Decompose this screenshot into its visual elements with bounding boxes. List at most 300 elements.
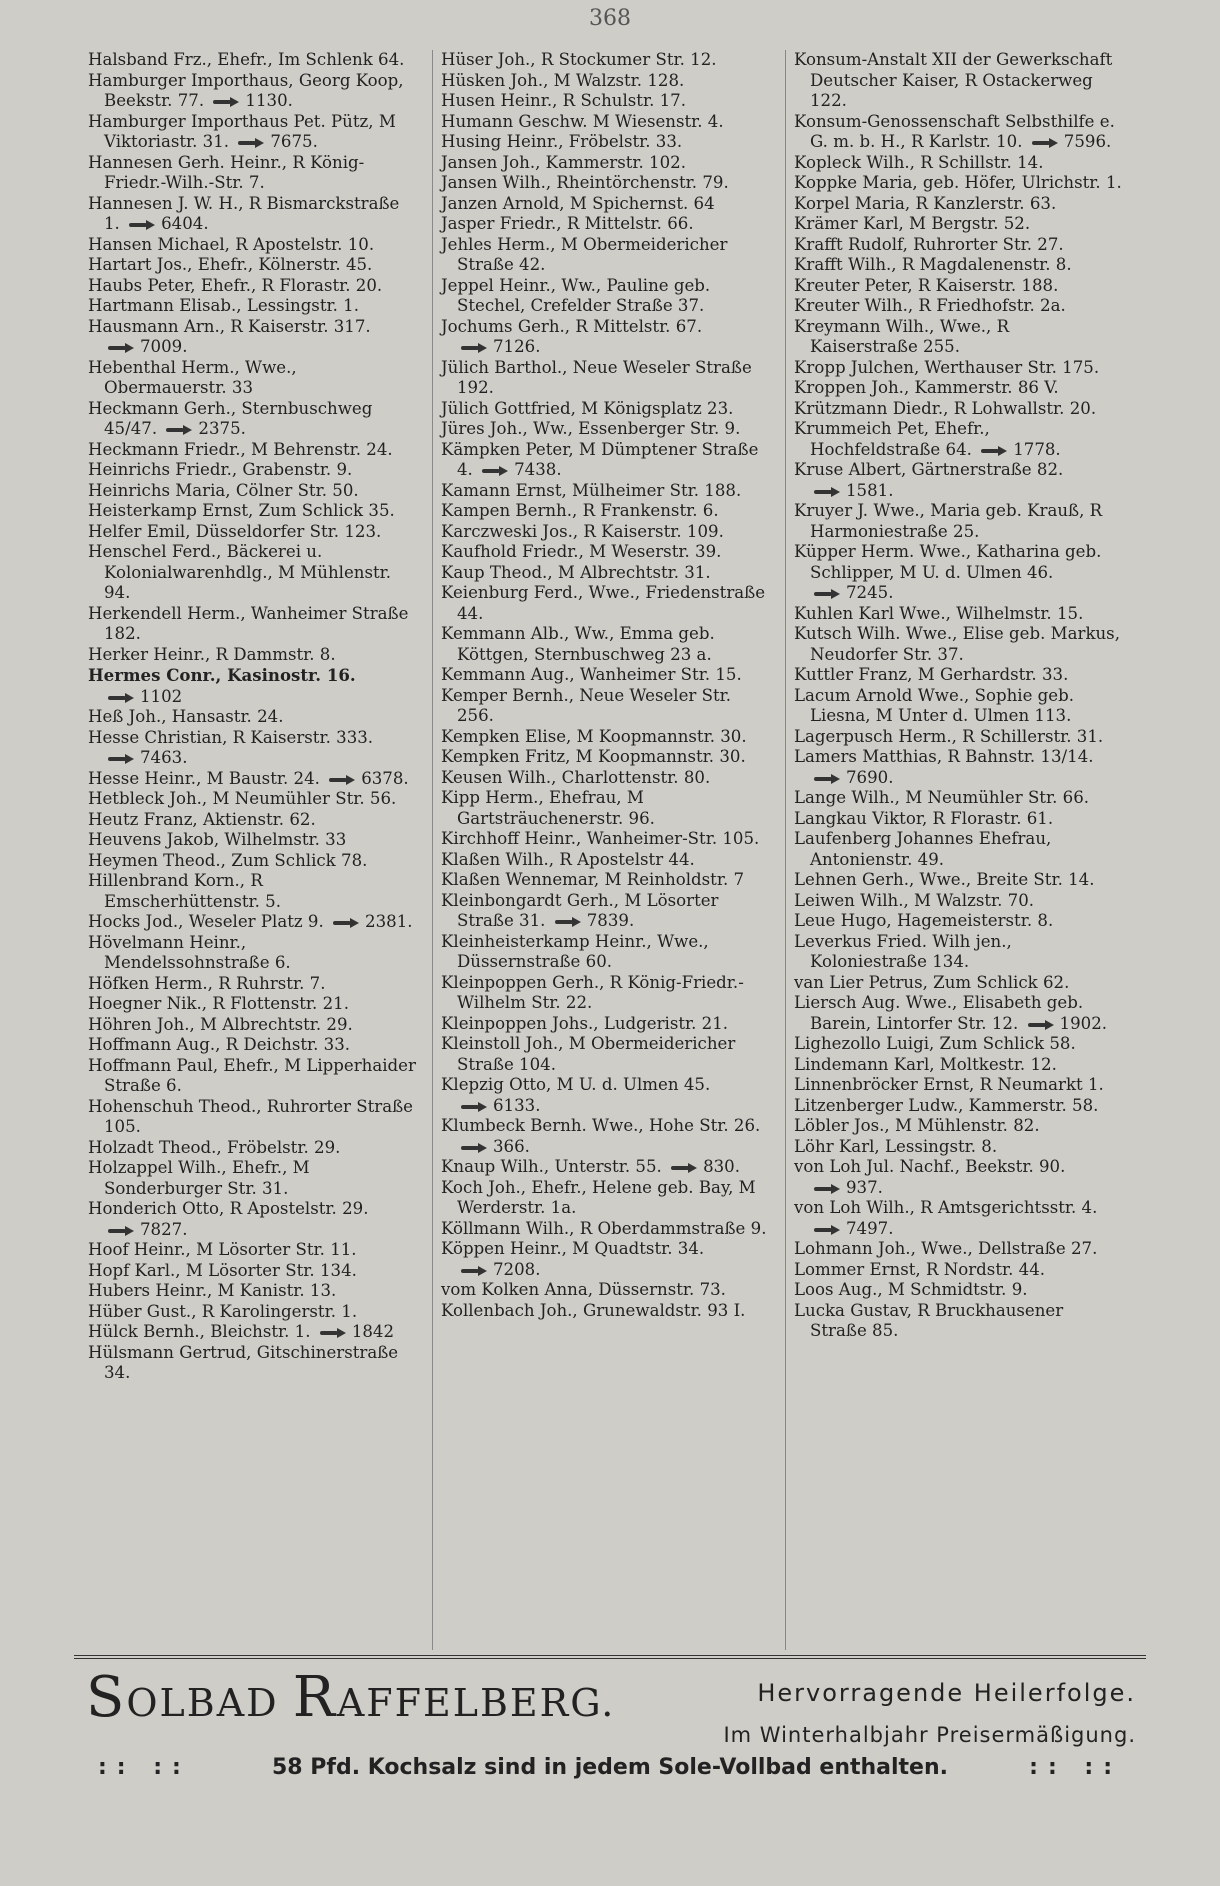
entry-text: Hohenschuh Theod., Ruhrorter Straße 105. bbox=[88, 1096, 413, 1136]
phone-number: 7009. bbox=[140, 337, 188, 356]
entry-phone bbox=[157, 419, 246, 438]
directory-entry bbox=[441, 235, 769, 276]
entry-text: Kropp Julchen, Werthauser Str. 175. bbox=[794, 357, 1100, 377]
directory-entry bbox=[88, 235, 416, 256]
entry-phone bbox=[320, 769, 409, 788]
entry-text: Hansen Michael, R Apostelstr. 10. bbox=[88, 234, 375, 254]
entry-phone bbox=[457, 1260, 541, 1279]
directory-entry bbox=[88, 1097, 416, 1138]
directory-entry bbox=[794, 1198, 1122, 1239]
entry-text: Klumbeck Bernh. Wwe., Hohe Str. 26. bbox=[441, 1116, 761, 1135]
directory-entry bbox=[88, 789, 416, 810]
entry-text: Kemmann Alb., Ww., Emma geb. Köttgen, Sternbuschweg 23 a. bbox=[441, 624, 715, 664]
directory-entry bbox=[441, 1280, 769, 1301]
entry-text: Kleinbongardt Gerh., M Lösorter Straße 31. bbox=[441, 890, 719, 930]
entry-text: Heckmann Friedr., M Behrenstr. 24. bbox=[88, 439, 393, 459]
phone-number: 1581. bbox=[846, 480, 894, 500]
phone-number: 366. bbox=[493, 1136, 530, 1156]
directory-entry bbox=[794, 1280, 1122, 1301]
phone-number: 6404. bbox=[161, 214, 209, 233]
directory-entry bbox=[794, 727, 1122, 748]
entry-phone bbox=[104, 748, 188, 767]
entry-text: Hesse Christian, R Kaiserstr. 333. bbox=[88, 727, 374, 747]
directory-entry bbox=[794, 932, 1122, 973]
telephone-icon bbox=[555, 917, 581, 926]
entry-text: Leue Hugo, Hagemeisterstr. 8. bbox=[794, 911, 1054, 930]
entry-text: Kleinstoll Joh., M Obermeidericher Straße 104. bbox=[441, 1034, 736, 1074]
entry-text: Kruyer J. Wwe., Maria geb. Krauß, R Harmoniestraße 25. bbox=[794, 501, 1103, 541]
phone-number: 7438. bbox=[514, 460, 562, 479]
phone-number: 7245. bbox=[846, 583, 894, 602]
entry-text: Krafft Rudolf, Ruhrorter Str. 27. bbox=[794, 234, 1064, 254]
entry-text: Laufenberg Johannes Ehefrau, Antonienstr. 49. bbox=[794, 829, 1052, 869]
entry-text: Heuvens Jakob, Wilhelmstr. 33 bbox=[88, 830, 347, 849]
entry-text: Husing Heinr., Fröbelstr. 33. bbox=[441, 132, 683, 151]
entry-text: Leverkus Fried. Wilh jen., Koloniestraße 134. bbox=[794, 931, 1012, 971]
entry-text: Jansen Wilh., Rheintörchenstr. 79. bbox=[441, 173, 729, 192]
entry-text: Keusen Wilh., Charlottenstr. 80. bbox=[441, 767, 711, 787]
directory-entry bbox=[794, 1260, 1122, 1281]
entry-text: Krafft Wilh., R Magdalenenstr. 8. bbox=[794, 255, 1072, 274]
entry-phone bbox=[104, 687, 182, 706]
directory-entry bbox=[794, 870, 1122, 891]
directory-entry bbox=[794, 153, 1122, 174]
telephone-icon bbox=[671, 1163, 697, 1172]
directory-entry bbox=[794, 112, 1122, 153]
entry-text: Heinrichs Friedr., Grabenstr. 9. bbox=[88, 460, 353, 479]
phone-number: 7596. bbox=[1063, 132, 1112, 151]
entry-text: Hüser Joh., R Stockumer Str. 12. bbox=[441, 50, 717, 69]
directory-entry bbox=[441, 870, 769, 891]
directory-entry bbox=[441, 276, 769, 317]
entry-text: Jasper Friedr., R Mittelstr. 66. bbox=[441, 214, 694, 233]
telephone-icon bbox=[461, 1143, 487, 1152]
directory-entry bbox=[794, 1096, 1122, 1117]
directory-entry bbox=[441, 829, 769, 850]
phone-number: 7827. bbox=[140, 1219, 188, 1239]
directory-entry bbox=[441, 317, 769, 358]
directory-entry bbox=[88, 276, 416, 297]
entry-phone bbox=[324, 912, 413, 931]
entry-text: Jehles Herm., M Obermeidericher Straße 42. bbox=[441, 234, 728, 274]
entry-text: Karczweski Jos., R Kaiserstr. 109. bbox=[441, 521, 724, 541]
entry-text: Kreymann Wilh., Wwe., R Kaiserstraße 255. bbox=[794, 316, 1010, 356]
entry-text: Kemper Bernh., Neue Weseler Str. 256. bbox=[441, 685, 732, 725]
entry-text: Kruse Albert, Gärtnerstraße 82. bbox=[794, 460, 1064, 479]
entry-text: Hausmann Arn., R Kaiserstr. 317. bbox=[88, 316, 371, 336]
entry-text: Kaup Theod., M Albrechtstr. 31. bbox=[441, 562, 711, 582]
phone-number: 1102 bbox=[140, 686, 183, 706]
directory-entry bbox=[441, 1301, 769, 1322]
entry-text: Kempken Elise, M Koopmannstr. 30. bbox=[441, 726, 747, 746]
entry-text: Kreuter Peter, R Kaiserstr. 188. bbox=[794, 275, 1059, 295]
telephone-icon bbox=[814, 1225, 840, 1234]
phone-number: 7497. bbox=[846, 1218, 894, 1238]
directory-entry bbox=[794, 1055, 1122, 1076]
entry-text: Jeppel Heinr., Ww., Pauline geb. Stechel, Crefelder Straße 37. bbox=[441, 275, 711, 315]
directory-entry bbox=[88, 1302, 416, 1323]
directory-entry bbox=[88, 933, 416, 974]
entry-text: Heß Joh., Hansastr. 24. bbox=[88, 707, 284, 726]
entry-text: Lindemann Karl, Moltkestr. 12. bbox=[794, 1054, 1057, 1074]
directory-entry bbox=[794, 1301, 1122, 1342]
entry-phone bbox=[1023, 132, 1112, 151]
directory-entry bbox=[88, 665, 416, 707]
entry-text: Hannesen Gerh. Heinr., R König-Friedr.-Wilh.-Str. 7. bbox=[88, 152, 365, 192]
directory-entry bbox=[88, 153, 416, 194]
phone-number: 2381. bbox=[365, 912, 413, 931]
entry-text: Helfer Emil, Düsseldorfer Str. 123. bbox=[88, 521, 382, 541]
entry-text: Lacum Arnold Wwe., Sophie geb. Liesna, M Unter d. Ulmen 113. bbox=[794, 685, 1075, 725]
directory-entry bbox=[88, 440, 416, 461]
telephone-icon bbox=[1028, 1020, 1054, 1029]
directory-entry bbox=[441, 686, 769, 727]
directory-entry bbox=[88, 542, 416, 604]
entry-text: Köppen Heinr., M Quadtstr. 34. bbox=[441, 1239, 705, 1258]
entry-text: Herker Heinr., R Dammstr. 8. bbox=[88, 644, 336, 664]
directory-entry bbox=[441, 747, 769, 768]
entry-text: Hetbleck Joh., M Neumühler Str. 56. bbox=[88, 789, 397, 808]
entry-text: Lucka Gustav, R Bruckhausener Straße 85. bbox=[794, 1300, 1064, 1340]
phone-number: 1902. bbox=[1059, 1013, 1108, 1033]
directory-entry bbox=[794, 686, 1122, 727]
entry-text: Kroppen Joh., Kammerstr. 86 V. bbox=[794, 378, 1059, 397]
directory-entry bbox=[441, 112, 769, 133]
entry-text: Kuhlen Karl Wwe., Wilhelmstr. 15. bbox=[794, 603, 1084, 623]
entry-text: Hamburger Importhaus, Georg Koop, Beekstr. 77. bbox=[88, 70, 404, 110]
entry-text: Kaufhold Friedr., M Weserstr. 39. bbox=[441, 542, 722, 561]
directory-entry bbox=[441, 563, 769, 584]
directory-entry bbox=[441, 788, 769, 829]
entry-phone bbox=[810, 583, 894, 602]
entry-text: Haubs Peter, Ehefr., R Florastr. 20. bbox=[88, 275, 383, 295]
phone-number: 6378. bbox=[361, 768, 409, 788]
directory-entry bbox=[88, 1056, 416, 1097]
entry-text: Hocks Jod., Weseler Platz 9. bbox=[88, 912, 324, 931]
directory-entry bbox=[441, 624, 769, 665]
entry-text: Hülsmann Gertrud, Gitschinerstraße 34. bbox=[88, 1342, 399, 1382]
entry-text: Langkau Viktor, R Florastr. 61. bbox=[794, 808, 1054, 828]
entry-text: Kreuter Wilh., R Friedhofstr. 2a. bbox=[794, 296, 1066, 315]
entry-text: Herkendell Herm., Wanheimer Straße 182. bbox=[88, 603, 409, 643]
directory-entry bbox=[441, 358, 769, 399]
telephone-icon bbox=[108, 754, 134, 763]
entry-text: Kempken Fritz, M Koopmannstr. 30. bbox=[441, 747, 746, 766]
entry-text: Höfken Herm., R Ruhrstr. 7. bbox=[88, 973, 326, 993]
directory-entry bbox=[794, 604, 1122, 625]
entry-text: Litzenberger Ludw., Kammerstr. 58. bbox=[794, 1095, 1099, 1115]
directory-entry bbox=[88, 871, 416, 912]
entry-text: Kollenbach Joh., Grunewaldstr. 93 I. bbox=[441, 1300, 746, 1320]
entry-text: Heckmann Gerh., Sternbuschweg 45/47. bbox=[88, 398, 373, 438]
directory-entry bbox=[794, 378, 1122, 399]
ad-title-initial-s: S bbox=[86, 1665, 127, 1730]
directory-entry bbox=[88, 255, 416, 276]
telephone-icon bbox=[814, 589, 840, 598]
phone-number: 830. bbox=[703, 1157, 741, 1176]
ad-winter-note: Im Winterhalbjahr Preisermäßigung. bbox=[723, 1723, 1136, 1747]
entry-text: Kemmann Aug., Wanheimer Str. 15. bbox=[441, 665, 742, 684]
directory-entry bbox=[441, 50, 769, 71]
directory-entry bbox=[88, 460, 416, 481]
phone-number: 7690. bbox=[846, 767, 894, 787]
entry-phone bbox=[311, 1322, 395, 1341]
entry-text: Kamann Ernst, Mülheimer Str. 188. bbox=[441, 480, 742, 500]
phone-number: 2375. bbox=[198, 419, 246, 438]
directory-entry bbox=[441, 91, 769, 112]
directory-entry bbox=[88, 1199, 416, 1240]
directory-entry bbox=[441, 481, 769, 502]
entry-text: Jülich Barthol., Neue Weseler Straße 192. bbox=[441, 357, 752, 397]
entry-text: Korpel Maria, R Kanzlerstr. 63. bbox=[794, 193, 1057, 213]
entry-text: Hüsken Joh., M Walzstr. 128. bbox=[441, 70, 685, 90]
directory-entry bbox=[88, 707, 416, 728]
entry-phone bbox=[1018, 1014, 1107, 1033]
directory-entry bbox=[794, 624, 1122, 665]
entry-phone bbox=[545, 911, 634, 930]
entry-text: Jochums Gerh., R Mittelstr. 67. bbox=[441, 316, 703, 336]
telephone-icon bbox=[461, 343, 487, 352]
entry-text: Höhren Joh., M Albrechtstr. 29. bbox=[88, 1014, 353, 1034]
entry-text: Löbler Jos., M Mühlenstr. 82. bbox=[794, 1116, 1040, 1135]
entry-text: Kleinpoppen Johs., Ludgeristr. 21. bbox=[441, 1013, 729, 1033]
directory-entry bbox=[794, 419, 1122, 460]
entry-phone bbox=[104, 1220, 188, 1239]
entry-text: Hoffmann Paul, Ehefr., M Lipperhaider Straße 6. bbox=[88, 1055, 416, 1095]
entry-text: von Loh Jul. Nachf., Beekstr. 90. bbox=[794, 1157, 1066, 1176]
directory-entry bbox=[441, 1034, 769, 1075]
directory-entry bbox=[794, 173, 1122, 194]
directory-entry bbox=[794, 460, 1122, 501]
entry-text: Knaup Wilh., Unterstr. 55. bbox=[441, 1157, 662, 1176]
entry-text: Humann Geschw. M Wiesenstr. 4. bbox=[441, 111, 724, 131]
entry-text: Lange Wilh., M Neumühler Str. 66. bbox=[794, 788, 1090, 807]
directory-entry bbox=[88, 1015, 416, 1036]
directory-entry bbox=[88, 481, 416, 502]
entry-text: Jüres Joh., Ww., Essenberger Str. 9. bbox=[441, 419, 741, 438]
entry-phone bbox=[662, 1157, 740, 1176]
entry-text: Kleinpoppen Gerh., R König-Friedr.-Wilhelm Str. 22. bbox=[441, 972, 744, 1012]
directory-entry bbox=[794, 296, 1122, 317]
entry-text: Henschel Ferd., Bäckerei u. Kolonialwarenhdlg., M Mühlenstr. 94. bbox=[88, 542, 392, 602]
directory-entry bbox=[88, 71, 416, 112]
directory-entry bbox=[794, 747, 1122, 788]
entry-text: Köllmann Wilh., R Oberdammstraße 9. bbox=[441, 1218, 767, 1238]
entry-text: Konsum-Anstalt XII der Gewerkschaft Deutscher Kaiser, R Ostackerweg 122. bbox=[794, 50, 1113, 110]
directory-entry bbox=[441, 583, 769, 624]
entry-text: Hannesen J. W. H., R Bismarckstraße 1. bbox=[88, 193, 400, 233]
directory-columns bbox=[88, 50, 1128, 1650]
directory-entry bbox=[441, 522, 769, 543]
directory-entry bbox=[88, 974, 416, 995]
entry-text: Kopleck Wilh., R Schillstr. 14. bbox=[794, 152, 1044, 172]
directory-entry bbox=[441, 542, 769, 563]
entry-text: Klaßen Wennemar, M Reinholdstr. 7 bbox=[441, 870, 745, 889]
entry-text: Heinrichs Maria, Cölner Str. 50. bbox=[88, 480, 359, 500]
directory-entry bbox=[441, 1014, 769, 1035]
entry-phone bbox=[229, 132, 318, 151]
ad-footer bbox=[74, 1755, 1146, 1780]
entry-text: Kleinheisterkamp Heinr., Wwe., Düssernstraße 60. bbox=[441, 931, 709, 971]
directory-entry bbox=[441, 891, 769, 932]
entry-text: Kutsch Wilh. Wwe., Elise geb. Markus, Neudorfer Str. 37. bbox=[794, 624, 1120, 664]
directory-entry bbox=[441, 71, 769, 92]
telephone-icon bbox=[482, 466, 508, 475]
entry-text: Hartart Jos., Ehefr., Kölnerstr. 45. bbox=[88, 255, 373, 274]
directory-entry bbox=[88, 1261, 416, 1282]
directory-entry bbox=[88, 769, 416, 790]
entry-text: Husen Heinr., R Schulstr. 17. bbox=[441, 91, 687, 110]
telephone-icon bbox=[238, 138, 264, 147]
directory-entry bbox=[88, 112, 416, 153]
telephone-icon bbox=[108, 693, 134, 702]
entry-phone bbox=[810, 1178, 883, 1197]
entry-text: Klepzig Otto, M U. d. Ulmen 45. bbox=[441, 1075, 711, 1094]
directory-entry bbox=[441, 1239, 769, 1280]
entry-text: Hermes Conr., Kasinostr. 16. bbox=[88, 665, 356, 685]
telephone-icon bbox=[129, 220, 155, 229]
directory-entry bbox=[88, 317, 416, 358]
directory-entry bbox=[88, 399, 416, 440]
directory-entry bbox=[794, 1137, 1122, 1158]
entry-text: Hüber Gust., R Karolingerstr. 1. bbox=[88, 1301, 358, 1321]
directory-entry bbox=[88, 50, 416, 71]
entry-phone bbox=[104, 337, 188, 356]
directory-entry bbox=[441, 501, 769, 522]
entry-text: Janzen Arnold, M Spichernst. 64 bbox=[441, 193, 715, 213]
entry-text: Hopf Karl., M Lösorter Str. 134. bbox=[88, 1260, 357, 1280]
entry-text: Hesse Heinr., M Baustr. 24. bbox=[88, 768, 320, 788]
entry-text: Konsum-Genossenschaft Selbsthilfe e. G. m. b. H., R Karlstr. 10. bbox=[794, 111, 1115, 151]
entry-text: Keienburg Ferd., Wwe., Friedenstraße 44. bbox=[441, 583, 766, 623]
entry-text: Küpper Herm. Wwe., Katharina geb. Schlipper, M U. d. Ulmen 46. bbox=[794, 542, 1102, 582]
directory-entry bbox=[88, 296, 416, 317]
entry-text: Koch Joh., Ehefr., Helene geb. Bay, M Werderstr. 1a. bbox=[441, 1177, 756, 1217]
directory-entry bbox=[441, 153, 769, 174]
phone-number: 7463. bbox=[140, 748, 188, 767]
phone-number: 6133. bbox=[493, 1095, 541, 1115]
directory-entry bbox=[794, 665, 1122, 686]
directory-entry bbox=[794, 1239, 1122, 1260]
entry-text: Loos Aug., M Schmidtstr. 9. bbox=[794, 1280, 1028, 1299]
directory-entry bbox=[88, 994, 416, 1015]
directory-entry bbox=[441, 1219, 769, 1240]
directory-entry bbox=[88, 604, 416, 645]
ad-deco-left: :: :: bbox=[98, 1755, 191, 1780]
directory-entry bbox=[88, 912, 416, 933]
entry-text: Jülich Gottfried, M Königsplatz 23. bbox=[441, 398, 734, 418]
entry-text: Linnenbröcker Ernst, R Neumarkt 1. bbox=[794, 1075, 1104, 1094]
directory-entry bbox=[441, 850, 769, 871]
entry-phone bbox=[204, 91, 293, 110]
directory-entry bbox=[794, 501, 1122, 542]
directory-entry bbox=[88, 194, 416, 235]
directory-entry bbox=[794, 1157, 1122, 1198]
entry-phone bbox=[457, 1096, 541, 1115]
directory-entry bbox=[794, 214, 1122, 235]
entry-text: Krummeich Pet, Ehefr., Hochfeldstraße 64. bbox=[794, 419, 990, 459]
telephone-icon bbox=[320, 1328, 346, 1337]
directory-entry bbox=[441, 194, 769, 215]
entry-text: von Loh Wilh., R Amtsgerichtsstr. 4. bbox=[794, 1198, 1098, 1217]
telephone-icon bbox=[461, 1102, 487, 1111]
directory-entry bbox=[794, 1116, 1122, 1137]
phone-number: 1842 bbox=[351, 1322, 395, 1341]
directory-entry bbox=[441, 1178, 769, 1219]
directory-entry bbox=[794, 358, 1122, 379]
directory-entry bbox=[88, 830, 416, 851]
entry-text: Klaßen Wilh., R Apostelstr 44. bbox=[441, 849, 695, 869]
entry-text: Kipp Herm., Ehefrau, M Gartsträuchenerstr. 96. bbox=[441, 788, 655, 828]
entry-text: van Lier Petrus, Zum Schlick 62. bbox=[794, 972, 1070, 992]
directory-entry bbox=[794, 788, 1122, 809]
directory-entry bbox=[441, 419, 769, 440]
ad-title-part2: AFFELBERG. bbox=[336, 1681, 616, 1725]
entry-phone bbox=[810, 768, 894, 787]
phone-number: 7839. bbox=[586, 911, 635, 930]
directory-entry bbox=[441, 440, 769, 481]
entry-phone bbox=[457, 1137, 530, 1156]
entry-text: Hoegner Nik., R Flottenstr. 21. bbox=[88, 994, 349, 1013]
entry-text: Hoof Heinr., M Lösorter Str. 11. bbox=[88, 1240, 357, 1259]
entry-text: Halsband Frz., Ehefr., Im Schlenk 64. bbox=[88, 50, 405, 69]
phone-number: 7208. bbox=[493, 1259, 541, 1279]
telephone-icon bbox=[108, 1226, 134, 1235]
entry-text: Heymen Theod., Zum Schlick 78. bbox=[88, 850, 368, 870]
directory-entry bbox=[88, 1322, 416, 1343]
ad-salt-note: 58 Pfd. Kochsalz sind in jedem Sole-Vollbad enthalten. bbox=[271, 1755, 949, 1780]
entry-phone bbox=[810, 481, 894, 500]
directory-entry bbox=[794, 993, 1122, 1034]
directory-entry bbox=[794, 891, 1122, 912]
entry-phone bbox=[473, 460, 562, 479]
entry-text: Kampen Bernh., R Frankenstr. 6. bbox=[441, 501, 719, 520]
directory-entry bbox=[441, 665, 769, 686]
entry-text: Holzadt Theod., Fröbelstr. 29. bbox=[88, 1137, 341, 1157]
telephone-icon bbox=[329, 775, 355, 784]
directory-entry bbox=[88, 645, 416, 666]
entry-text: Hillenbrand Korn., R Emscherhüttenstr. 5. bbox=[88, 871, 281, 911]
directory-entry bbox=[88, 1158, 416, 1199]
ad-title bbox=[86, 1665, 615, 1730]
directory-entry bbox=[88, 728, 416, 769]
entry-phone bbox=[457, 337, 541, 356]
entry-text: Lohmann Joh., Wwe., Dellstraße 27. bbox=[794, 1239, 1098, 1258]
entry-text: vom Kolken Anna, Düssernstr. 73. bbox=[441, 1280, 726, 1299]
directory-column-3 bbox=[785, 50, 1128, 1650]
directory-entry bbox=[441, 214, 769, 235]
directory-entry bbox=[794, 317, 1122, 358]
directory-entry bbox=[441, 727, 769, 748]
entry-text: Jansen Joh., Kammerstr. 102. bbox=[441, 152, 686, 172]
telephone-icon bbox=[333, 918, 359, 927]
phone-number: 7126. bbox=[493, 337, 541, 356]
directory-entry bbox=[441, 1157, 769, 1178]
directory-entry bbox=[794, 235, 1122, 256]
directory-entry bbox=[441, 973, 769, 1014]
entry-phone bbox=[972, 440, 1061, 459]
directory-entry bbox=[88, 522, 416, 543]
directory-entry bbox=[88, 1343, 416, 1384]
ad-title-initial-r: R bbox=[292, 1665, 337, 1730]
phone-number: 7675. bbox=[270, 132, 318, 151]
entry-text: Lamers Matthias, R Bahnstr. 13/14. bbox=[794, 747, 1094, 766]
directory-column-2 bbox=[432, 50, 775, 1650]
directory-entry bbox=[88, 810, 416, 831]
page-number: 368 bbox=[589, 6, 631, 31]
entry-text: Holzappel Wilh., Ehefr., M Sonderburger Str. 31. bbox=[88, 1158, 310, 1198]
directory-entry bbox=[794, 276, 1122, 297]
